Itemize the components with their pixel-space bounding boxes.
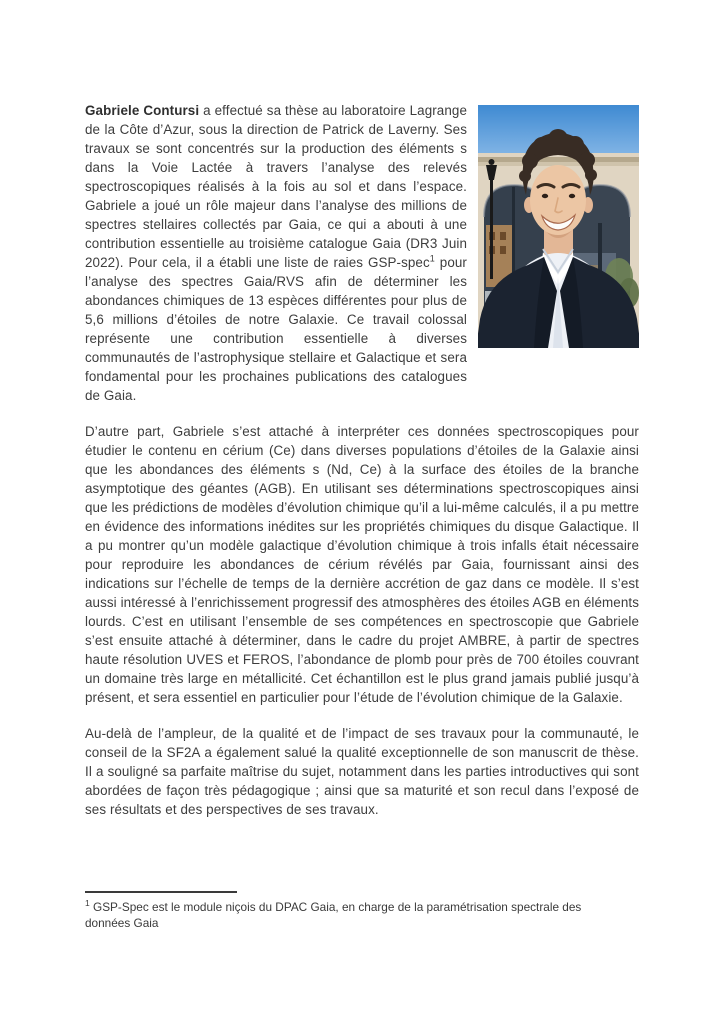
author-name: Gabriele Contursi <box>85 103 200 118</box>
paragraph-3: Au-delà de l’ampleur, de la qualité et de l’impact de ses travaux pour la communauté, le conseil de la SF2A a également salué la qualité exceptionnelle de son manuscrit de thèse. Il a souligné sa parfaite maîtrise du sujet, notamment dans les parties introductives qui sont abordées de façon très pédagogique ; ainsi que sa maturité et son recul dans l’exposé de ses résultats et des perspectives de ses travaux. <box>85 726 639 817</box>
intro-text-after-ref: pour l’analyse des spectres Gaia/RVS afin de déterminer les abondances chimiques de 13 espèces différentes pour plus de 5,6 millions d’étoiles de notre Galaxie. Ce travail colossal représente une contribution essentielle à diverses communautés de l’astrophysique stellaire et Galactique et sera fondamental pour les prochaines publications des catalogues de Gaia. <box>85 255 467 403</box>
footnote-ref-marker: 1 <box>429 253 435 264</box>
footnote-section <box>85 891 612 931</box>
footnote-text <box>85 900 612 931</box>
portrait-photo-image <box>478 105 639 348</box>
intro-text-before-ref: a effectué sa thèse au laboratoire Lagrange de la Côte d’Azur, sous la direction de Patrick de Laverny. Ses travaux se sont concentrés sur la production des éléments s dans la Voie Lactée à travers l’analyse des relevés spectroscopiques réalisés à la fois au sol et dans l’espace. Gabriele a joué un rôle majeur dans l’analyse des millions de spectres stellaires collectés par Gaia, ce qui a abouti à une contribution essentielle au troisième catalogue Gaia (DR3 Juin 2022). Pour cela, il a établi une liste de raies GSP-spec <box>85 103 467 270</box>
footnote-separator <box>85 891 237 893</box>
footnote-body: GSP-Spec est le module niçois du DPAC Gaia, en charge de la paramétrisation spectrale des données Gaia <box>85 900 582 930</box>
paragraph-2: D’autre part, Gabriele s’est attaché à interpréter ces données spectroscopiques pour étudier le contenu en cérium (Ce) dans diverses populations d’étoiles de la Galaxie ainsi que les abondances des éléments s (Nd, Ce) à la surface des étoiles de la branche asymptotique des géantes (AGB). En utilisant ses déterminations spectroscopiques ainsi que les prédictions de modèles d’évolution chimique qu’il a lui-même calculés, il a pu mettre en évidence des informations inédites sur les propriétés chimiques du disque Galactique. Il a pu montrer qu’un modèle galactique d’évolution chimique à trois infalls était nécessaire pour reproduire les abondances de cérium révélés par Gaia, fournissant ainsi des indications sur l’échelle de temps de la dernière accrétion de gaz dans ce modèle. Il s’est aussi intéressé à l’enrichissement progressif des atmosphères des étoiles AGB en éléments lourds. C’est en utilisant l’ensemble de ses compétences en spectroscopie que Gabriele s’est ensuite attaché à déterminer, dans le cadre du projet AMBRE, à partir de spectres haute résolution UVES et FEROS, l’abondance de plomb pour près de 700 étoiles couvrant un domaine très large en métallicité. Cet échantillon est le plus grand jamais publié jusqu’à présent, et sera essentiel en particulier pour l’étude de l’évolution chimique de la Galaxie. <box>85 424 639 705</box>
portrait-photo <box>478 105 639 348</box>
intro-section <box>85 101 639 405</box>
paragraph-intro <box>85 101 467 405</box>
footnote-marker: 1 <box>85 898 90 909</box>
document-content <box>85 101 639 819</box>
